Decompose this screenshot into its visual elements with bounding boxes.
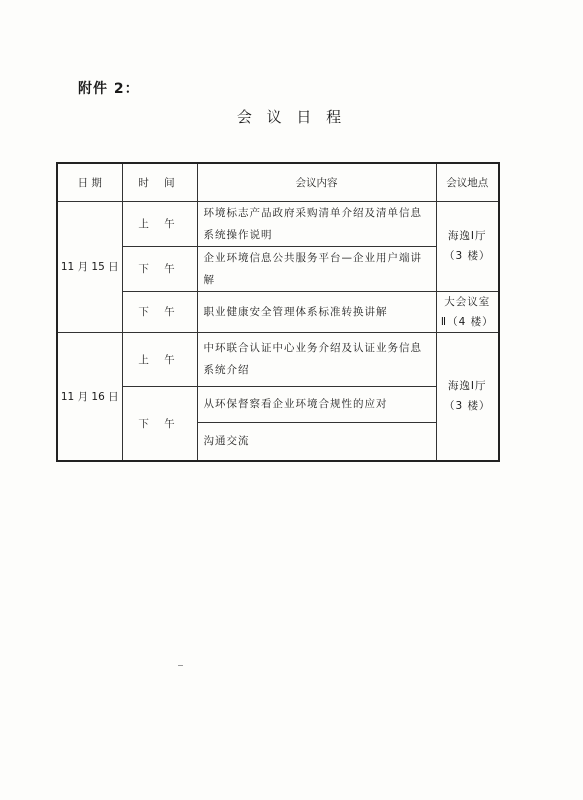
location-line: 海逸Ⅰ厅 <box>447 230 487 242</box>
location-cell <box>436 332 499 461</box>
date-cell-day1: 11 月 15 日 <box>57 201 122 332</box>
content-cell: 职业健康安全管理体系标准转换讲解 <box>197 291 436 332</box>
date-cell-day2: 11 月 16 日 <box>57 332 122 461</box>
attachment-label: 附件 2： <box>78 81 140 97</box>
table-row <box>57 201 499 246</box>
time-cell: 上 午 <box>122 201 197 246</box>
table-header-row <box>57 163 499 201</box>
location-line: （3 楼） <box>443 400 491 413</box>
header-time: 时 间 <box>122 163 197 201</box>
location-line: 海逸Ⅰ厅 <box>447 380 487 393</box>
table-row <box>57 386 499 422</box>
content-cell: 中环联合认证中心业务介绍及认证业务信息系统介绍 <box>197 332 436 386</box>
content-cell: 环境标志产品政府采购清单介绍及清单信息系统操作说明 <box>197 201 436 246</box>
schedule-table <box>56 162 500 462</box>
location-line: （3 楼） <box>443 250 491 262</box>
time-cell: 下 午 <box>122 291 197 332</box>
header-content: 会议内容 <box>197 163 436 201</box>
page-title: 会 议 日 程 <box>236 108 347 126</box>
header-date: 日 期 <box>57 163 122 201</box>
content-cell: 从环保督察看企业环境合规性的应对 <box>197 386 436 422</box>
time-cell: 下 午 <box>122 246 197 291</box>
location-line: Ⅱ（4 楼） <box>440 315 494 328</box>
time-cell: 上 午 <box>122 332 197 386</box>
header-location: 会议地点 <box>436 163 499 201</box>
content-cell: 企业环境信息公共服务平台—企业用户端讲解 <box>197 246 436 291</box>
location-line: 大会议室 <box>444 295 491 308</box>
table-row <box>57 332 499 386</box>
scan-speck <box>178 665 183 666</box>
location-cell <box>436 291 499 332</box>
time-cell: 下 午 <box>122 386 197 461</box>
table-row <box>57 246 499 291</box>
content-cell: 沟通交流 <box>197 422 436 461</box>
table-row <box>57 291 499 332</box>
location-cell <box>436 201 499 291</box>
